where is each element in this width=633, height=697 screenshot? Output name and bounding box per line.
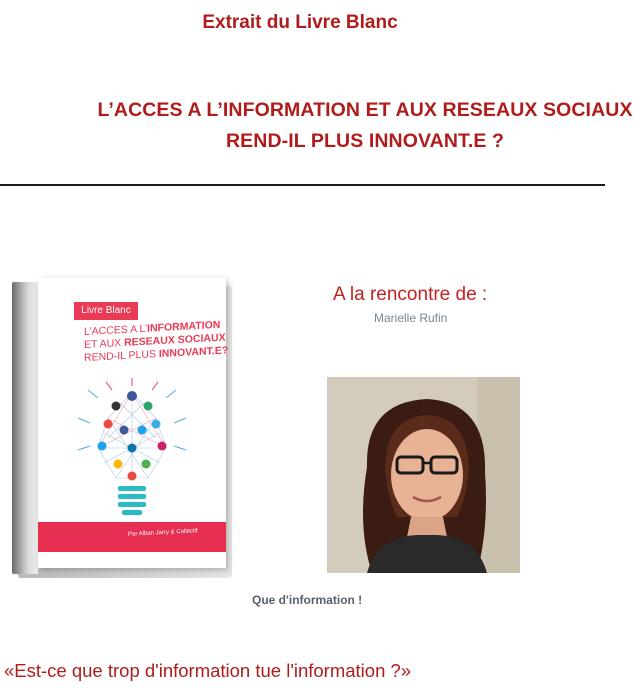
header-subtitle: Extrait du Livre Blanc: [202, 12, 398, 33]
book-title-bold: INNOVANT.E?: [158, 344, 229, 361]
book-spine: [12, 282, 38, 574]
book-tag: Livre Blanc: [74, 302, 138, 320]
book-title-bold: RESEAUX SOCIAUX: [124, 331, 226, 349]
page-title-line-1: L’ACCES A L’INFORMATION ET AUX RESEAUX SOCIAUX: [97, 99, 633, 121]
page-title-line-2: REND-IL PLUS INNOVANT.E ?: [225, 130, 505, 152]
pull-quote: «Est-ce que trop d'information tue l'information ?»: [4, 660, 412, 681]
page-title: [0, 95, 633, 157]
photo-caption: Que d'information !: [252, 593, 363, 607]
book-title-text: L’ACCES A L’: [84, 322, 148, 338]
book-author: Par Alban Jarry & Collectif: [128, 528, 198, 538]
book-title-text: ET AUX: [84, 336, 125, 351]
book-cover-image: [12, 278, 232, 578]
portrait-photo: [327, 377, 520, 573]
interview-heading: A la rencontre de :: [333, 284, 488, 305]
portrait-illustration: [327, 377, 520, 573]
divider-line: [0, 184, 605, 186]
book-front: [38, 278, 229, 568]
book-title-text: REND-IL PLUS: [84, 348, 159, 364]
book-title-bold: INFORMATION: [147, 318, 221, 335]
person-name: Marielle Rufin: [374, 311, 448, 325]
